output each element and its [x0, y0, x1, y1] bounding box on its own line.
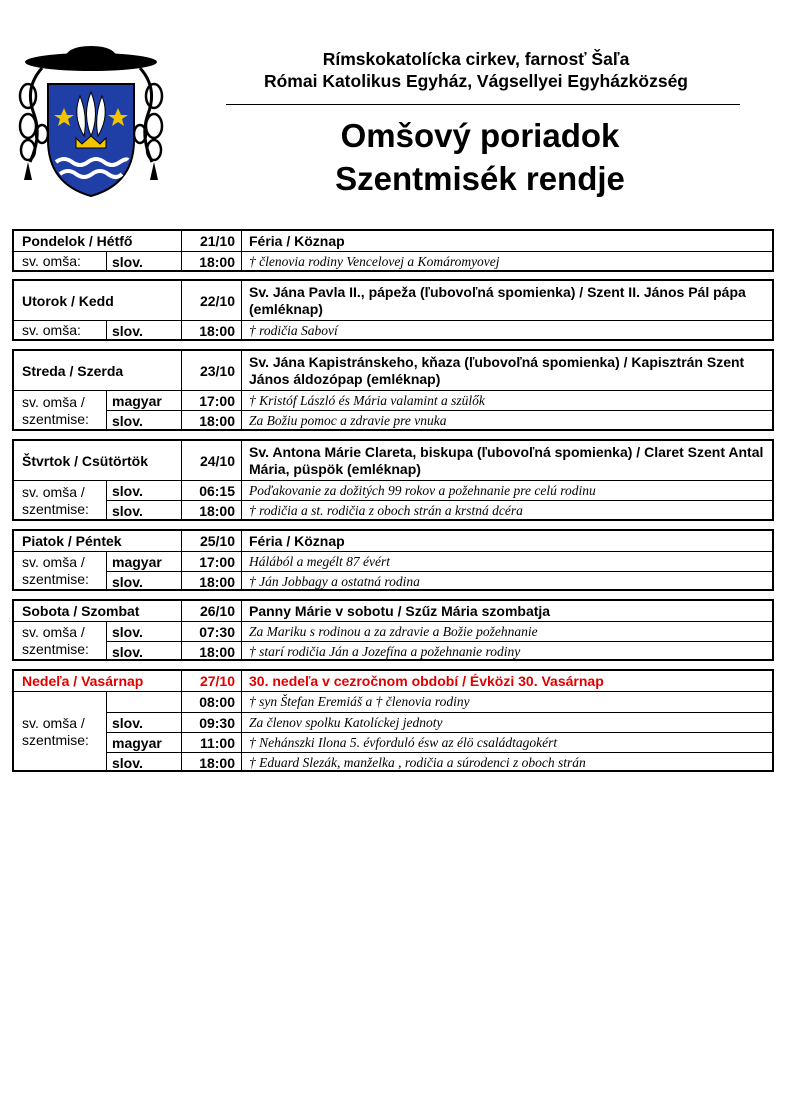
mass-time: 07:30 — [181, 622, 241, 641]
day-date: 25/10 — [181, 531, 241, 551]
mass-time: 17:00 — [181, 391, 241, 410]
mass-language: slov. — [106, 501, 181, 521]
day-block-thursday — [12, 439, 774, 521]
mass-time: 18:00 — [181, 572, 241, 591]
mass-time: 18:00 — [181, 321, 241, 340]
mass-intention: Za Božiu pomoc a zdravie pre vnuka — [241, 411, 772, 431]
day-name: Štvrtok / Csütörtök — [22, 452, 149, 469]
mass-row — [106, 252, 772, 271]
day-block-wednesday — [12, 349, 774, 431]
day-feast: Panny Márie v sobotu / Szűz Mária szombatja — [241, 601, 772, 621]
mass-time: 18:00 — [181, 411, 241, 431]
mass-language — [106, 692, 181, 712]
mass-section — [14, 251, 772, 271]
mass-section — [14, 551, 772, 590]
mass-language: slov. — [106, 481, 181, 500]
parish-name-slovak: Rímskokatolícka cirkev, farnosť Šaľa — [322, 49, 630, 69]
day-name: Streda / Szerda — [22, 362, 124, 379]
mass-time: 18:00 — [181, 252, 241, 271]
mass-row — [106, 712, 772, 733]
day-block-sunday — [12, 669, 774, 772]
day-name: Nedeľa / Vasárnap — [22, 673, 144, 689]
day-header-row — [14, 441, 772, 480]
day-feast: Féria / Köznap — [241, 531, 772, 551]
day-header-row — [14, 671, 772, 691]
day-header-row — [14, 531, 772, 551]
day-feast: Féria / Köznap — [241, 231, 772, 251]
day-header-row — [14, 601, 772, 621]
header-divider — [226, 104, 740, 105]
mass-row — [106, 732, 772, 753]
mass-label: sv. omša / szentmise: — [22, 554, 89, 587]
mass-row — [106, 391, 772, 410]
day-date: 24/10 — [181, 441, 241, 480]
day-feast: Sv. Antona Márie Clareta, biskupa (ľubovoľná spomienka) / Claret Szent Antal Mária, püspök (emléknap) — [241, 441, 772, 480]
mass-label: sv. omša: — [22, 322, 81, 338]
day-date: 27/10 — [181, 671, 241, 691]
mass-time: 18:00 — [181, 642, 241, 661]
mass-time: 11:00 — [181, 733, 241, 753]
mass-label: sv. omša / szentmise: — [22, 483, 89, 517]
mass-label: sv. omša / szentmise: — [22, 714, 89, 748]
title-hungarian: Szentmisék rendje — [335, 160, 625, 197]
mass-language: slov. — [106, 642, 181, 661]
mass-language: slov. — [106, 321, 181, 340]
mass-section — [14, 621, 772, 660]
mass-language: slov. — [106, 252, 181, 271]
day-feast: Sv. Jána Kapistránskeho, kňaza (ľubovoľná spomienka) / Kapisztrán Szent János áldozópap (emléknap) — [241, 351, 772, 390]
day-block-saturday — [12, 599, 774, 661]
day-date: 23/10 — [181, 351, 241, 390]
mass-intention: Hálából a megélt 87 évért — [241, 552, 772, 571]
mass-time: 18:00 — [181, 501, 241, 521]
mass-intention: † starí rodičia Ján a Jozefína a požehnanie rodiny — [241, 642, 772, 661]
parish-name-hungarian: Római Katolikus Egyház, Vágsellyei Egyházközség — [263, 71, 689, 91]
mass-intention: † Eduard Slezák, manželka , rodičia a súrodenci z oboch strán — [241, 753, 772, 772]
mass-row — [106, 641, 772, 661]
day-header-row — [14, 281, 772, 320]
mass-row — [106, 321, 772, 340]
mass-intention: † Nehánszki Ilona 5. évforduló ésw az élö családtagokért — [241, 733, 772, 753]
mass-intention: Poďakovanie za dožitých 99 rokov a požehnanie pre celú rodinu — [241, 481, 772, 500]
mass-language: slov. — [106, 411, 181, 431]
page-title — [300, 114, 660, 200]
mass-language: magyar — [106, 552, 181, 571]
mass-language: magyar — [106, 733, 181, 753]
mass-language: slov. — [106, 753, 181, 772]
mass-time: 18:00 — [181, 753, 241, 772]
day-date: 21/10 — [181, 231, 241, 251]
mass-intention: † Ján Jobbagy a ostatná rodina — [241, 572, 772, 591]
mass-row — [106, 752, 772, 772]
mass-time: 17:00 — [181, 552, 241, 571]
day-header-row — [14, 231, 772, 251]
title-slovak: Omšový poriadok — [340, 117, 620, 154]
mass-row — [106, 410, 772, 431]
coat-of-arms-emblem — [12, 44, 170, 200]
mass-label: sv. omša / szentmise: — [22, 393, 89, 427]
mass-language: slov. — [106, 713, 181, 733]
day-name: Pondelok / Hétfő — [22, 233, 133, 249]
mass-label: sv. omša / szentmise: — [22, 624, 89, 657]
mass-row — [106, 552, 772, 571]
day-date: 26/10 — [181, 601, 241, 621]
parish-header — [226, 48, 726, 92]
mass-section — [14, 390, 772, 430]
mass-section — [14, 480, 772, 520]
day-feast: Sv. Jána Pavla II., pápeža (ľubovoľná spomienka) / Szent II. János Pál pápa (emléknap) — [241, 281, 772, 320]
mass-intention: Za Mariku s rodinou a za zdravie a Božie požehnanie — [241, 622, 772, 641]
mass-intention: † rodičia a st. rodičia z oboch strán a krstná dcéra — [241, 501, 772, 521]
mass-language: slov. — [106, 622, 181, 641]
day-block-monday — [12, 229, 774, 272]
mass-intention: † členovia rodiny Vencelovej a Komáromyovej — [241, 252, 772, 271]
day-date: 22/10 — [181, 281, 241, 320]
mass-label: sv. omša: — [22, 253, 81, 269]
day-name: Sobota / Szombat — [22, 603, 140, 619]
mass-language: magyar — [106, 391, 181, 410]
mass-time: 06:15 — [181, 481, 241, 500]
mass-intention: Za členov spolku Katolíckej jednoty — [241, 713, 772, 733]
day-name: Utorok / Kedd — [22, 292, 114, 309]
mass-row — [106, 622, 772, 641]
day-block-tuesday — [12, 279, 774, 341]
day-feast: 30. nedeľa v cezročnom období / Évközi 30. Vasárnap — [241, 671, 772, 691]
mass-row — [106, 481, 772, 500]
mass-row — [106, 692, 772, 712]
day-header-row — [14, 351, 772, 390]
mass-intention: † rodičia Saboví — [241, 321, 772, 340]
mass-time: 08:00 — [181, 692, 241, 712]
mass-time: 09:30 — [181, 713, 241, 733]
mass-row — [106, 500, 772, 521]
day-name: Piatok / Péntek — [22, 533, 122, 549]
day-block-friday — [12, 529, 774, 591]
mass-section — [14, 691, 772, 771]
mass-intention: † syn Štefan Eremiáš a † členovia rodiny — [241, 692, 772, 712]
mass-intention: † Kristóf László és Mária valamint a szülők — [241, 391, 772, 410]
mass-section — [14, 320, 772, 340]
mass-language: slov. — [106, 572, 181, 591]
mass-row — [106, 571, 772, 591]
